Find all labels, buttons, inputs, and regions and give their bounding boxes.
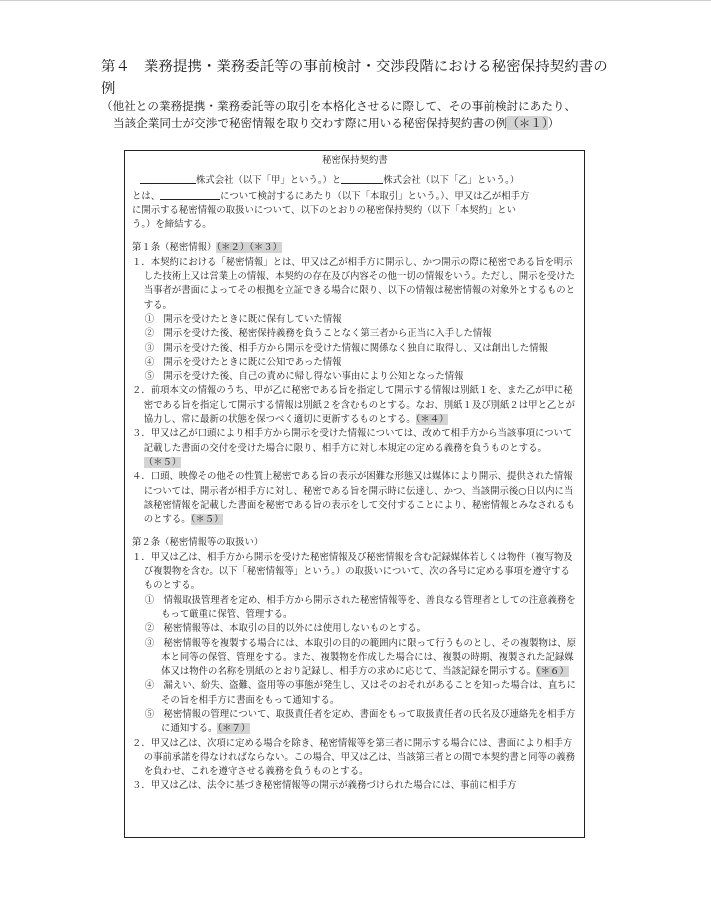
article-title-text: 第１条（秘密情報） [132, 242, 217, 254]
article-2-title: 第２条（秘密情報等の取扱い） [132, 537, 264, 549]
section-number: 第４ [101, 59, 130, 75]
clause-subitem [132, 637, 578, 680]
clause-item [132, 551, 578, 594]
note-marker: （＊６） [535, 666, 569, 678]
clause-item-number: ３． [132, 428, 151, 440]
clause-item-text: 甲又は乙は、法令に基づき秘密情報等の開示が義務づけられた場合には、事前に相手方 [150, 780, 517, 792]
clause-subitem [132, 356, 578, 370]
blank-line [341, 173, 383, 184]
clause-item [132, 427, 578, 470]
section-heading [101, 56, 621, 100]
article-1-subitems [132, 313, 578, 384]
clause-item [132, 779, 578, 793]
note-marker: （＊７） [217, 723, 251, 735]
clause-item-number: １． [132, 551, 151, 563]
clause-subitem-number: ③ [144, 342, 164, 354]
subheading-line-2: 当該企業同士が交渉で秘密情報を取り交わす際に用いる秘密保持契約書の例 [113, 116, 508, 130]
clause-subitem-number: ⑤ [144, 371, 164, 383]
clause-subitem [132, 370, 578, 384]
clause-subitem [132, 313, 578, 327]
article-1-title [132, 241, 578, 255]
preamble-line-3: に開示する秘密情報の取扱いについて、以下のとおりの秘密保持契約（以下「本契約」とい [132, 204, 517, 216]
clause-item-number: ３． [132, 780, 151, 792]
note-marker: （＊５） [190, 514, 224, 526]
clause-subitem-text: 情報取扱管理者を定め、相手方から開示された秘密情報等を、善良なる管理者としての注意義務をもって厳重に保管、管理する。 [161, 594, 576, 620]
clause-subitem-text: 開示を受けたときに既に公知であった情報 [163, 356, 342, 368]
clause-subitem-number: ① [144, 594, 164, 606]
clause-subitem-text: 秘密情報等を複製する場合には、本取引の目的の範囲内に限って行うものとし、その複製物は、原本と同等の保管、管理をする。また、複製物を作成した場合には、複製の時期、複製された記録媒体又は物件の名称を別紙のとおり記録し、相手方の求めに応じて、当該記録を開示する。 [161, 637, 576, 678]
clause-subitem-number: ④ [144, 356, 164, 368]
clause-subitem-number: ② [144, 328, 164, 340]
clause-subitem-number: ⑤ [144, 708, 164, 720]
preamble-line-2 [132, 189, 578, 204]
clause-subitem [132, 327, 578, 341]
clause-subitem-text: 漏えい、紛失、盗難、盗用等の事態が発生し、又はそのおそれがあることを知った場合は、直ちにその旨を相手方に書面をもって通知する。 [161, 680, 576, 706]
clause-subitem-text: 秘密情報の管理について、取扱責任者を定め、書面をもって取扱責任者の氏名及び連絡先を相手方に通知する。 [161, 708, 576, 735]
clause-item-text: 甲又は乙は、次項に定める場合を除き、秘密情報等を第三者に開示する場合には、書面により相手方の事前承諾を得なければならない。この場合、甲又は乙は、当該第三者との間で本契約書と同等の義務を負わせ、これを遵守させる義務を負うものとする。 [143, 737, 576, 778]
clause-subitem-text: 開示を受けた後、相手方から開示を受けた情報に関係なく独自に取得し、又は創出した情報 [163, 342, 548, 354]
note-marker: （＊１） [507, 116, 548, 130]
preamble-text: 株式会社（以下「乙」という。） [383, 175, 520, 187]
clause-item-text: 前項本文の情報のうち、甲が乙に秘密である旨を指定して開示する情報は別紙１を、また乙が甲に秘密である旨を指定して開示する情報は別紙２を含むものとする。なお、別紙１及び別紙２は甲と乙とが協力し、常に最新の状態を保つべく適切に更新するものとする。 [143, 385, 576, 426]
subheading-close: ） [547, 116, 560, 130]
article-1-items-after [132, 384, 578, 527]
contract-title: 秘密保持契約書 [322, 155, 388, 166]
clause-item [132, 384, 578, 427]
preamble-line-1 [132, 173, 578, 188]
subheading-line-2-wrap [101, 115, 621, 132]
blank-line [160, 189, 220, 200]
section-subheading [101, 98, 621, 132]
clause-subitem-text: 秘密情報等は、本取引の目的以外には使用しないものとする。 [163, 623, 426, 635]
clause-subitem [132, 708, 578, 737]
clause-item-number: ４． [132, 471, 151, 483]
article-2-items [132, 551, 578, 594]
article-1-items [132, 256, 578, 313]
clause-subitem-text: 開示を受けたときに既に保有していた情報 [163, 313, 342, 325]
article-2-items-after [132, 737, 578, 794]
note-marker: （＊２）（＊３） [216, 242, 283, 254]
preamble-line-4: う。）を締結する。 [132, 219, 212, 231]
clause-subitem-text: 開示を受けた後、秘密保持義務を負うことなく第三者から正当に入手した情報 [163, 328, 492, 340]
blank-line [140, 173, 196, 184]
clause-subitem-number: ③ [144, 637, 164, 649]
preamble-text: とは、 [132, 190, 161, 202]
clause-subitem [132, 342, 578, 356]
page-top-rule [0, 0, 711, 1]
preamble-text: について検討するにあたり（以下「本取引」という。）、甲又は乙が相手方 [220, 190, 530, 202]
clause-item-text: 甲又は乙が口頭により相手方から開示を受けた情報については、改めて相手方から当該事項について記載した書面の交付を受けた場合に限り、相手方に対し本規定の定める義務を負うものとする。 [143, 428, 573, 454]
subheading-line-1: （他社との業務提携・業務委託等の取引を本格化させるに際して、その事前検討にあたり、 [101, 99, 577, 113]
clause-item-text: 口頭、映像その他その性質上秘密である旨の表示が困難な形態又は媒体により開示、提供された情報については、開示者が相手方に対し、秘密である旨を開示時に伝達し、かつ、当該開示後○日以内に当該秘密情報を記載した書面を秘密である旨の表示をして交付することにより、秘密情報とみなされるものとする。 [143, 471, 576, 526]
clause-item-number: ２． [132, 737, 151, 749]
clause-item-number: １． [132, 256, 151, 268]
clause-subitem-text: 開示を受けた後、自己の責めに帰し得ない事由により公知となった情報 [163, 371, 464, 383]
clause-subitem [132, 679, 578, 708]
clause-subitem-number: ④ [144, 680, 164, 692]
clause-subitem-number: ① [144, 313, 164, 325]
note-marker: （＊５） [143, 456, 182, 468]
clause-item-number: ２． [132, 385, 151, 397]
preamble-text: 株式会社（以下「甲」という。）と [195, 175, 342, 187]
clause-subitem-number: ② [144, 623, 164, 635]
clause-item [132, 256, 578, 313]
contract-box [124, 150, 585, 838]
article-2-subitems [132, 594, 578, 737]
clause-subitem [132, 622, 578, 636]
clause-item-text: 甲又は乙は、相手方から開示を受けた秘密情報及び秘密情報を含む記録媒体若しくは物件（複写物及び複製物を含む。以下「秘密情報等」という。）の取扱いについて、次の各号に定める事項を遵守するものとする。 [143, 551, 573, 592]
section-title: 業務提携・業務委託等の事前検討・交渉段階における秘密保持契約書の例 [101, 59, 608, 97]
clause-item-text: 本契約における「秘密情報」とは、甲又は乙が相手方に開示し、かつ開示の際に秘密である旨を明示した技術上又は営業上の情報、本契約の存在及び内容その他一切の情報をいう。ただし、開示を受けた当事者が書面によってその根拠を立証できる場合に限り、以下の情報は秘密情報の対象外とするものとする。 [143, 256, 576, 311]
clause-item [132, 737, 578, 780]
clause-item [132, 470, 578, 527]
clause-subitem [132, 594, 578, 623]
note-marker: （＊４） [415, 414, 449, 426]
